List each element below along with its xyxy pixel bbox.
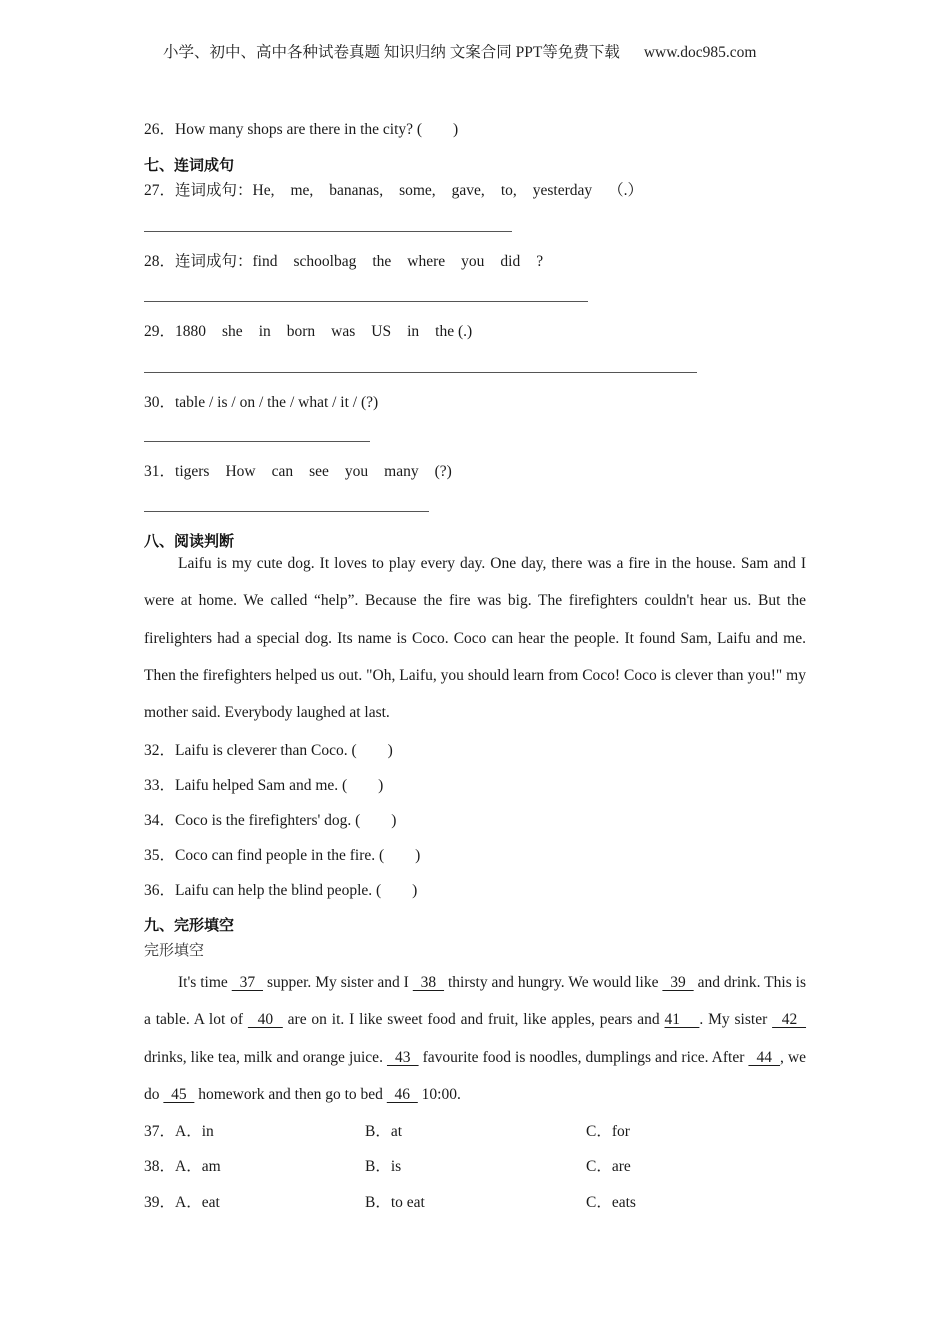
cloze-text: supper. My sister and I (263, 974, 413, 991)
cloze-text: 10:00. (417, 1085, 461, 1103)
answer-line-29[interactable] (144, 372, 697, 373)
word: can (271, 463, 294, 480)
word: you (461, 253, 485, 270)
word: tigers (175, 463, 210, 480)
word: the (.) (435, 323, 473, 340)
punctuation: （.） (608, 182, 644, 199)
option-c-39[interactable]: C．eats (586, 1194, 636, 1211)
section-9-title: 九、完形填空 (144, 916, 235, 934)
option-row-39 (144, 1190, 220, 1212)
question-32: 32．Laifu is cleverer than Coco. ( ) (144, 742, 393, 759)
cloze-passage (144, 964, 806, 1113)
blank-43[interactable]: 43 (386, 1048, 419, 1066)
question-number: 37． (144, 1123, 176, 1140)
question-35: 35．Coco can find people in the fire. ( ) (144, 847, 421, 864)
option-c-37[interactable]: C．for (586, 1123, 630, 1140)
page-header (163, 40, 756, 62)
word: He, (252, 182, 275, 199)
question-30: 30．table / is / on / the / what / it / (?) (144, 394, 379, 411)
reading-passage (144, 545, 806, 731)
question-29 (144, 319, 488, 341)
word: in (407, 323, 420, 340)
blank-39[interactable]: 39 (662, 974, 694, 991)
question-number: 27．连词成句： (144, 182, 253, 199)
question-number: 39． (144, 1194, 176, 1211)
word: where (407, 253, 446, 270)
question-33: 33．Laifu helped Sam and me. ( ) (144, 777, 384, 794)
cloze-text: are on it. I like sweet food and fruit, like apples, pears and (282, 1011, 665, 1029)
cloze-text: homework and then go to bed (194, 1085, 387, 1103)
word: 1880 (175, 323, 207, 340)
answer-line-30[interactable] (144, 441, 370, 442)
word: How (225, 463, 256, 480)
answer-line-31[interactable] (144, 511, 429, 512)
word: yesterday (532, 182, 593, 199)
question-26: 26．How many shops are there in the city? ( ) (144, 121, 459, 138)
word: you (344, 463, 369, 480)
cloze-text: , we do (144, 1048, 807, 1103)
word: some, (399, 182, 436, 199)
header-url: www.doc985.com (643, 44, 757, 61)
question-34: 34．Coco is the firefighters' dog. ( ) (144, 812, 397, 829)
option-row-38 (144, 1154, 221, 1176)
header-text: 小学、初中、高中各种试卷真题 知识归纳 文案合同 PPT等免费下载 (163, 44, 620, 61)
question-number: 29． (144, 323, 176, 340)
question-number: 28．连词成句： (144, 253, 253, 270)
cloze-text: drinks, like tea, milk and orange juice. (144, 1048, 387, 1066)
word: US (371, 323, 392, 340)
word: gave, (451, 182, 485, 199)
word: find (252, 253, 278, 270)
blank-46[interactable]: 46 (386, 1085, 418, 1103)
word: she (222, 323, 243, 340)
option-b-39[interactable]: B．to eat (365, 1194, 425, 1211)
option-b-37[interactable]: B．at (365, 1123, 403, 1140)
word: ? (536, 253, 544, 270)
word: many (384, 463, 419, 480)
cloze-text: . My sister (699, 1011, 773, 1029)
blank-41[interactable]: 41 (664, 1011, 700, 1029)
blank-40[interactable]: 40 (247, 1011, 283, 1029)
option-a[interactable]: A．eat (175, 1194, 220, 1211)
answer-line-28[interactable] (144, 301, 588, 302)
answer-line-27[interactable] (144, 231, 512, 232)
section-7-title: 七、连词成句 (144, 156, 235, 174)
word: (?) (434, 463, 452, 480)
word: did (500, 253, 521, 270)
word: the (372, 253, 392, 270)
question-27 (144, 178, 659, 200)
option-a[interactable]: A．in (175, 1123, 214, 1140)
question-28 (144, 249, 559, 271)
cloze-text: thirsty and hungry. We would like (444, 974, 663, 991)
word: born (286, 323, 316, 340)
word: bananas, (329, 182, 384, 199)
question-31 (144, 459, 468, 481)
word: me, (290, 182, 314, 199)
question-number: 38． (144, 1158, 176, 1175)
option-a[interactable]: A．am (175, 1158, 221, 1175)
word: was (331, 323, 356, 340)
word: to, (500, 182, 517, 199)
blank-42[interactable]: 42 (772, 1011, 807, 1029)
passage-text: Laifu is my cute dog. It loves to play every day. One day, there was a fire in the house. Sam and I were at home. We called “help”. Because the fire was big. The firefighters couldn't hear us. But the firelighters had a special dog. Its name is Coco. Coco can hear the people. It found Sam, Laifu and me. Then the firefighters helped us out. "Oh, Laifu, you should learn from Coco! Coco is clever than you!" my mother said. Everybody laughed at last. (144, 555, 806, 722)
question-36: 36．Laifu can help the blind people. ( ) (144, 882, 418, 899)
word: see (309, 463, 329, 480)
word: in (258, 323, 271, 340)
blank-37[interactable]: 37 (231, 974, 263, 991)
section-9-subtitle: 完形填空 (144, 941, 205, 959)
blank-44[interactable]: 44 (748, 1048, 781, 1066)
blank-45[interactable]: 45 (163, 1085, 195, 1103)
question-number: 31． (144, 463, 176, 480)
option-b-38[interactable]: B．is (365, 1158, 402, 1175)
cloze-text: favourite food is noodles, dumplings and rice. After (418, 1048, 749, 1066)
word: schoolbag (293, 253, 357, 270)
blank-38[interactable]: 38 (412, 974, 445, 991)
cloze-text: It's time (178, 974, 232, 991)
cloze-text: and drink. This is a table. A lot of (144, 974, 807, 1029)
section-8-title: 八、阅读判断 (144, 532, 235, 550)
option-row-37 (144, 1119, 214, 1141)
option-c-38[interactable]: C．are (586, 1158, 631, 1175)
